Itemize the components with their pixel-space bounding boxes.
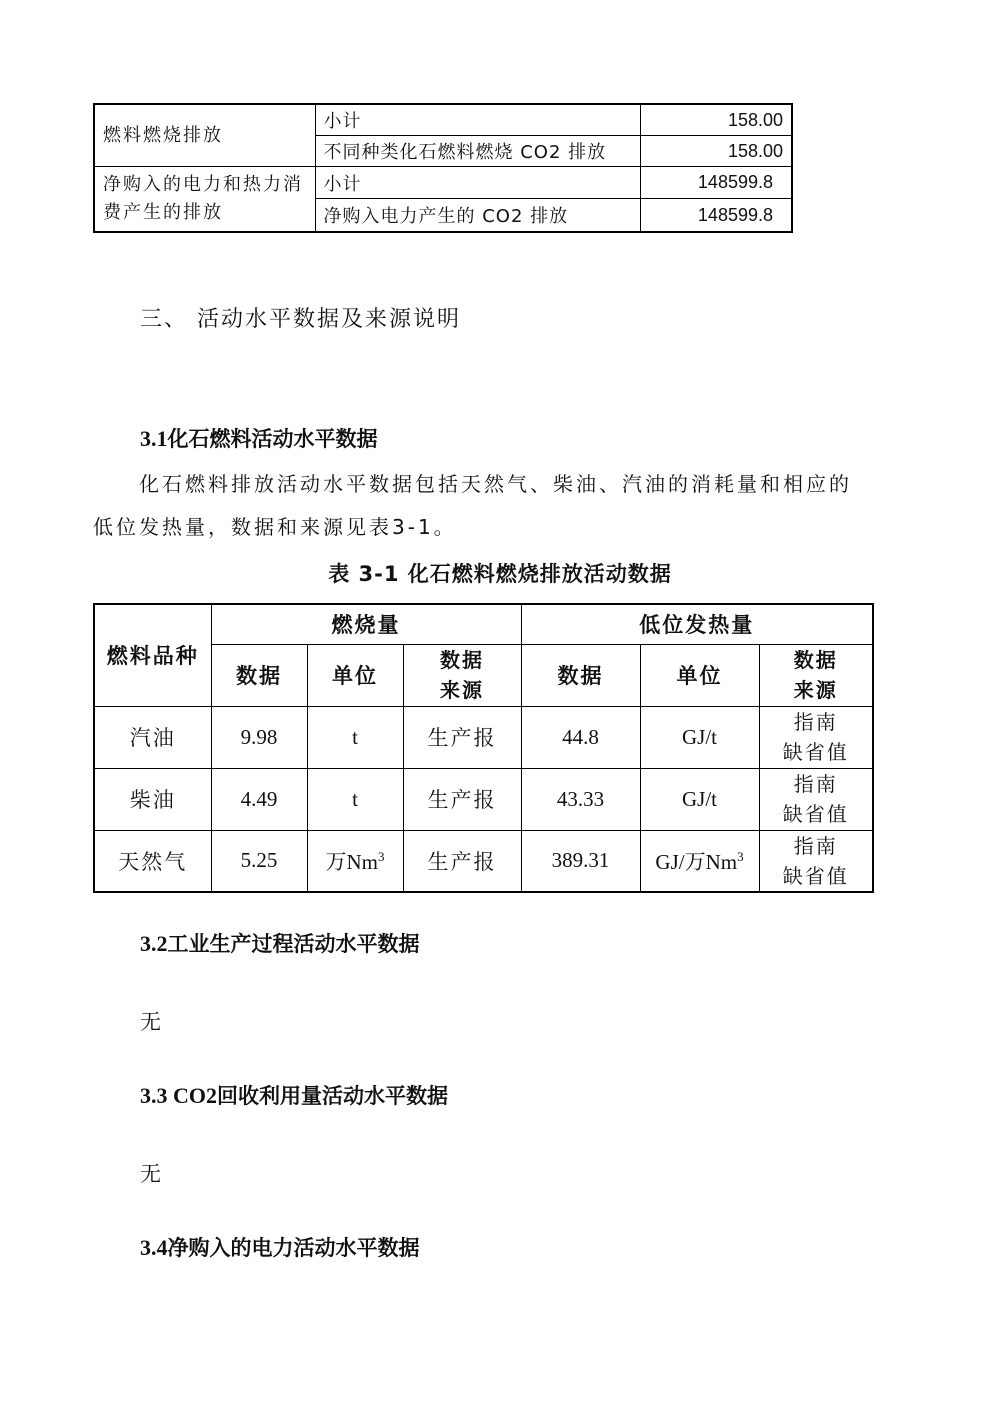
table-row: [94, 768, 873, 830]
source-line: 指南: [793, 710, 838, 734]
body-paragraph: [93, 463, 883, 549]
heat-cell: 44.8: [521, 706, 640, 768]
emission-summary-table: [93, 103, 793, 233]
source-line: 缺省值: [782, 863, 849, 888]
header-cell: 数据: [521, 644, 640, 706]
subsection-heading-3-1: [140, 423, 378, 453]
category-cell: 燃料燃烧排放: [94, 104, 315, 167]
unit-cell: t: [307, 768, 403, 830]
section-content: 无: [140, 1010, 161, 1034]
subsection-heading-3-2: [140, 928, 420, 958]
item-cell: 净购入电力产生的 CO2 排放: [315, 199, 640, 232]
heat-source-cell: [759, 768, 873, 830]
source-cell: 生产报: [403, 830, 521, 892]
header-line: 数据: [440, 648, 484, 672]
header-cell: 单位: [307, 644, 403, 706]
section-content: 无: [140, 1162, 161, 1186]
section-number: 3.1: [140, 426, 168, 451]
unit-cell: t: [307, 706, 403, 768]
section-title: 化石燃料活动水平数据: [167, 427, 378, 451]
unit-cell: [307, 830, 403, 892]
fuel-cell: 天然气: [94, 830, 211, 892]
section-title: 工业生产过程活动水平数据: [167, 932, 420, 956]
section-number: 3.3 CO2: [140, 1083, 217, 1108]
table-row: [94, 706, 873, 768]
item-cell: 小计: [315, 104, 640, 136]
heat-source-cell: [759, 706, 873, 768]
section-number: 3.2: [140, 931, 168, 956]
section-number: 3.4: [140, 1235, 168, 1260]
heat-unit-cell: [640, 830, 759, 892]
table-header-row: [94, 644, 873, 706]
table-row: [94, 830, 873, 892]
source-line: 指南: [793, 833, 838, 858]
section-heading: 三、 活动水平数据及来源说明: [140, 307, 461, 332]
heat-unit-cell: GJ/t: [640, 706, 759, 768]
fuel-activity-table: [93, 603, 874, 893]
heat-unit-cell: GJ/t: [640, 768, 759, 830]
section-title: 回收利用量活动水平数据: [217, 1084, 448, 1108]
subsection-heading-3-4: [140, 1232, 420, 1262]
header-line: 来源: [440, 678, 484, 702]
source-line: 指南: [793, 772, 838, 796]
category-cell: 净购入的电力和热力消费产生的排放: [94, 167, 315, 233]
heat-cell: 43.33: [521, 768, 640, 830]
unit-text: 万Nm: [325, 849, 378, 874]
paragraph-line: 化石燃料排放活动水平数据包括天然气、柴油、汽油的消耗量和相应的: [139, 472, 852, 496]
table-row: [94, 167, 792, 199]
item-cell: 不同种类化石燃料燃烧 CO2 排放: [315, 136, 640, 167]
subsection-heading-3-3: [140, 1080, 448, 1110]
header-cell: [759, 644, 873, 706]
source-cell: 生产报: [403, 706, 521, 768]
value-cell: 158.00: [640, 104, 792, 136]
heat-cell: 389.31: [521, 830, 640, 892]
header-line: 数据: [793, 648, 838, 672]
amount-cell: 5.25: [211, 830, 307, 892]
heat-source-cell: [759, 830, 873, 892]
header-cell: 燃料品种: [94, 604, 211, 706]
table-caption: 表 3-1 化石燃料燃烧排放活动数据: [328, 562, 672, 586]
value-cell: 148599.8: [640, 167, 792, 199]
header-cell: 单位: [640, 644, 759, 706]
value-cell: 158.00: [640, 136, 792, 167]
unit-text: GJ/万Nm: [655, 849, 738, 874]
amount-cell: 4.49: [211, 768, 307, 830]
header-line: 来源: [793, 678, 838, 702]
header-cell: 数据: [211, 644, 307, 706]
section-title: 净购入的电力活动水平数据: [167, 1236, 420, 1260]
source-line: 缺省值: [782, 740, 849, 764]
amount-cell: 9.98: [211, 706, 307, 768]
unit-superscript: 3: [378, 848, 385, 864]
table-row: [94, 104, 792, 136]
header-cell: 低位发热量: [521, 604, 873, 644]
header-cell: 燃烧量: [211, 604, 521, 644]
fuel-cell: 汽油: [94, 706, 211, 768]
source-line: 缺省值: [782, 802, 849, 826]
value-cell: 148599.8: [640, 199, 792, 232]
header-cell: [403, 644, 521, 706]
paragraph-line: 低位发热量，数据和来源见表3-1。: [93, 515, 457, 539]
source-cell: 生产报: [403, 768, 521, 830]
unit-superscript: 3: [737, 848, 744, 864]
item-cell: 小计: [315, 167, 640, 199]
table-header-row: [94, 604, 873, 644]
fuel-cell: 柴油: [94, 768, 211, 830]
